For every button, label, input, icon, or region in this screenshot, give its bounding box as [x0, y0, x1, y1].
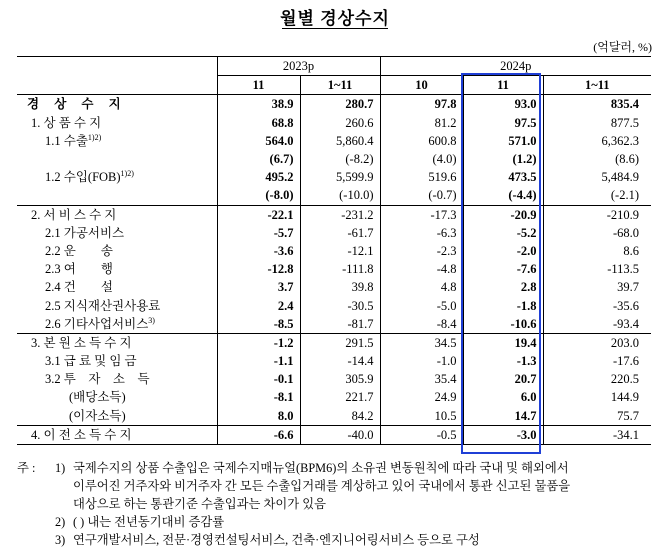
row-label-text: 3. 본 원 소 득 수 지 — [31, 335, 132, 350]
table-cell: 144.9 — [543, 388, 651, 406]
table-row — [17, 114, 651, 132]
row-label-text: 경 상 수 지 — [27, 97, 127, 112]
header-corner — [17, 57, 217, 76]
table-cell: -0.1 — [217, 370, 300, 388]
table-row — [17, 242, 651, 260]
table-cell: -2.0 — [463, 242, 543, 260]
footnote-1-line3: 대상으로 하는 통관기준 수출입과는 차이가 있음 — [73, 497, 326, 511]
table-cell: 305.9 — [300, 370, 380, 388]
table-cell: -5.7 — [217, 224, 300, 242]
row-label — [17, 150, 217, 168]
table-cell: -8.1 — [217, 388, 300, 406]
table-cell: 39.7 — [543, 278, 651, 296]
footnote-2 — [17, 513, 657, 531]
table-cell: -5.2 — [463, 224, 543, 242]
table-cell: 35.4 — [380, 370, 463, 388]
footnote-3-text: 연구개발서비스, 전문·경영컨설팅서비스, 건축·엔지니어링서비스 등으로 구성 — [73, 533, 480, 547]
table-cell: -3.6 — [217, 242, 300, 260]
row-label — [17, 370, 217, 388]
table-cell: 38.9 — [217, 95, 300, 114]
row-label-text: 3.1 급 료 및 임 금 — [45, 354, 137, 369]
footnote-1-num: 1) — [55, 461, 66, 475]
row-label-text: 2.6 기타사업서비스 — [45, 316, 149, 331]
table-cell: 97.5 — [463, 114, 543, 132]
footnote-1 — [17, 459, 657, 477]
table-cell: 75.7 — [543, 407, 651, 426]
table-cell: -10.6 — [463, 315, 543, 334]
table-cell: (8.6) — [543, 150, 651, 168]
footnote-3 — [17, 531, 657, 549]
header-year-row — [17, 57, 651, 76]
table-cell: (-4.4) — [463, 186, 543, 205]
row-label-text: 4. 이 전 소 득 수 지 — [31, 427, 132, 442]
footnote-1-cont2 — [17, 495, 657, 513]
table-cell: -5.0 — [380, 296, 463, 314]
table-cell: 8.0 — [217, 407, 300, 426]
table-row — [17, 260, 651, 278]
row-label — [17, 95, 217, 114]
table-cell: 473.5 — [463, 168, 543, 186]
table-cell: -113.5 — [543, 260, 651, 278]
table-row — [17, 132, 651, 150]
header-col-2024-ytd: 1~11 — [543, 76, 651, 95]
table-cell: 600.8 — [380, 132, 463, 150]
table-cell: -81.7 — [300, 315, 380, 334]
table-cell: 97.8 — [380, 95, 463, 114]
table-cell: 203.0 — [543, 333, 651, 352]
table-cell: -2.3 — [380, 242, 463, 260]
row-label — [17, 315, 217, 334]
row-label — [17, 407, 217, 426]
table-cell: -20.9 — [463, 205, 543, 224]
table-cell: -1.3 — [463, 352, 543, 370]
table-cell: -22.1 — [217, 205, 300, 224]
row-label — [17, 205, 217, 224]
table-row — [17, 352, 651, 370]
table-cell: 260.6 — [300, 114, 380, 132]
table-cell: 39.8 — [300, 278, 380, 296]
table-cell: 4.8 — [380, 278, 463, 296]
table-cell: 5,484.9 — [543, 168, 651, 186]
table-cell: 221.7 — [300, 388, 380, 406]
table-cell: 68.8 — [217, 114, 300, 132]
footnote-2-num: 2) — [55, 515, 66, 529]
row-label-text: (배당소득) — [69, 390, 126, 405]
table-cell: -30.5 — [300, 296, 380, 314]
table-cell: 220.5 — [543, 370, 651, 388]
table-cell: 34.5 — [380, 333, 463, 352]
row-label-text: 2. 서 비 스 수 지 — [31, 207, 117, 222]
table-cell: -231.2 — [300, 205, 380, 224]
row-label-text: 3.2 투 자 소 득 — [45, 372, 150, 387]
footnote-prefix: 주 : — [17, 461, 36, 475]
row-label — [17, 278, 217, 296]
row-label — [17, 296, 217, 314]
table-row — [17, 370, 651, 388]
table-cell: 84.2 — [300, 407, 380, 426]
table-cell: -6.3 — [380, 224, 463, 242]
table-row — [17, 278, 651, 296]
row-label-text: 1. 상 품 수 지 — [31, 115, 102, 130]
table-cell: 2.4 — [217, 296, 300, 314]
table-cell: 877.5 — [543, 114, 651, 132]
table-cell: (-8.0) — [217, 186, 300, 205]
table-cell: -8.4 — [380, 315, 463, 334]
row-label — [17, 352, 217, 370]
row-label — [17, 333, 217, 352]
row-label — [17, 114, 217, 132]
table-body — [17, 95, 651, 445]
table-cell: -1.1 — [217, 352, 300, 370]
table-cell: -40.0 — [300, 425, 380, 444]
table-cell: (-10.0) — [300, 186, 380, 205]
table-cell: -68.0 — [543, 224, 651, 242]
page-title: 월별 경상수지 — [280, 9, 390, 28]
table-row — [17, 95, 651, 114]
table-cell: -35.6 — [543, 296, 651, 314]
current-account-table — [17, 56, 651, 445]
row-label-text: 2.5 지식재산권사용료 — [45, 298, 161, 313]
footnotes — [17, 459, 657, 549]
table-row — [17, 425, 651, 444]
table-cell: 14.7 — [463, 407, 543, 426]
table-cell: -17.6 — [543, 352, 651, 370]
table-cell: 519.6 — [380, 168, 463, 186]
table-cell: 2.8 — [463, 278, 543, 296]
table-cell: 6.0 — [463, 388, 543, 406]
row-label — [17, 186, 217, 205]
table-row — [17, 333, 651, 352]
row-label — [17, 168, 217, 186]
table-cell: (-8.2) — [300, 150, 380, 168]
row-label-text: (이자소득) — [69, 408, 126, 423]
row-label-text: 1.2 수입(FOB) — [45, 170, 121, 185]
table-cell: -6.6 — [217, 425, 300, 444]
row-label — [17, 242, 217, 260]
table-cell: -61.7 — [300, 224, 380, 242]
header-year-2023: 2023p — [217, 57, 380, 76]
table-cell: -111.8 — [300, 260, 380, 278]
header-col-2023-ytd: 1~11 — [300, 76, 380, 95]
title-underline — [282, 28, 388, 29]
row-label — [17, 260, 217, 278]
table-cell: -210.9 — [543, 205, 651, 224]
header-col-2024-11: 11 — [463, 76, 543, 95]
table-row — [17, 186, 651, 205]
table-cell: -0.5 — [380, 425, 463, 444]
footnote-1-cont — [17, 477, 657, 495]
table-cell: (-0.7) — [380, 186, 463, 205]
unit-label: (억달러, %) — [593, 40, 652, 54]
table-cell: 571.0 — [463, 132, 543, 150]
row-label-footnote-ref: 1)2) — [120, 169, 134, 179]
table-cell: -7.6 — [463, 260, 543, 278]
table-cell: 3.7 — [217, 278, 300, 296]
footnote-3-num: 3) — [55, 533, 66, 547]
table-cell: 291.5 — [300, 333, 380, 352]
table-cell: 495.2 — [217, 168, 300, 186]
table-cell: 6,362.3 — [543, 132, 651, 150]
table-cell: -1.8 — [463, 296, 543, 314]
table-cell: -4.8 — [380, 260, 463, 278]
table-row — [17, 388, 651, 406]
table-cell: 20.7 — [463, 370, 543, 388]
table-cell: -34.1 — [543, 425, 651, 444]
row-label — [17, 224, 217, 242]
row-label-text: 1.1 수출 — [45, 133, 88, 148]
row-label-text: 2.3 여 행 — [45, 262, 113, 277]
header-year-2024: 2024p — [380, 57, 651, 76]
table-row — [17, 315, 651, 334]
footnote-2-text: ( ) 내는 전년동기대비 증감률 — [73, 515, 225, 529]
footnote-1-line1: 국제수지의 상품 수출입은 국제수지매뉴얼(BPM6)의 소유권 변동원칙에 따라 국내 및 해외에서 — [73, 461, 569, 475]
table-cell: 10.5 — [380, 407, 463, 426]
row-label-footnote-ref: 3) — [148, 315, 155, 325]
row-label-footnote-ref: 1)2) — [87, 132, 102, 142]
table-cell: -12.8 — [217, 260, 300, 278]
table-cell: -8.5 — [217, 315, 300, 334]
row-label-text: 2.2 운 송 — [45, 243, 113, 258]
table-cell: 81.2 — [380, 114, 463, 132]
table-cell: 5,599.9 — [300, 168, 380, 186]
table-row — [17, 168, 651, 186]
header-corner-sub — [17, 76, 217, 95]
table-row — [17, 150, 651, 168]
table-cell: 93.0 — [463, 95, 543, 114]
table-cell: -93.4 — [543, 315, 651, 334]
table-cell: -14.4 — [300, 352, 380, 370]
table-cell: -17.3 — [380, 205, 463, 224]
table-cell: (4.0) — [380, 150, 463, 168]
table-cell: 5,860.4 — [300, 132, 380, 150]
table-cell: (-2.1) — [543, 186, 651, 205]
row-label — [17, 132, 217, 150]
row-label-text: 2.4 건 설 — [45, 280, 113, 295]
table-cell: -12.1 — [300, 242, 380, 260]
row-label — [17, 425, 217, 444]
table-row — [17, 296, 651, 314]
table-cell: -1.0 — [380, 352, 463, 370]
table-cell: 280.7 — [300, 95, 380, 114]
table-row — [17, 205, 651, 224]
table-cell: (1.2) — [463, 150, 543, 168]
row-label — [17, 388, 217, 406]
table-cell: -1.2 — [217, 333, 300, 352]
footnote-1-line2: 이루어진 거주자와 비거주자 간 모든 수출입거래를 계상하고 있어 국내에서 통관 신고된 물품을 — [73, 479, 571, 493]
table-cell: 564.0 — [217, 132, 300, 150]
table-row — [17, 224, 651, 242]
table-cell: 24.9 — [380, 388, 463, 406]
table-cell: 835.4 — [543, 95, 651, 114]
header-col-2023-11: 11 — [217, 76, 300, 95]
row-label-text: 2.1 가공서비스 — [45, 225, 125, 240]
header-col-2024-10: 10 — [380, 76, 463, 95]
table-cell: 8.6 — [543, 242, 651, 260]
table-cell: (6.7) — [217, 150, 300, 168]
table-row — [17, 407, 651, 426]
table-cell: -3.0 — [463, 425, 543, 444]
header-month-row — [17, 76, 651, 95]
table-cell: 19.4 — [463, 333, 543, 352]
